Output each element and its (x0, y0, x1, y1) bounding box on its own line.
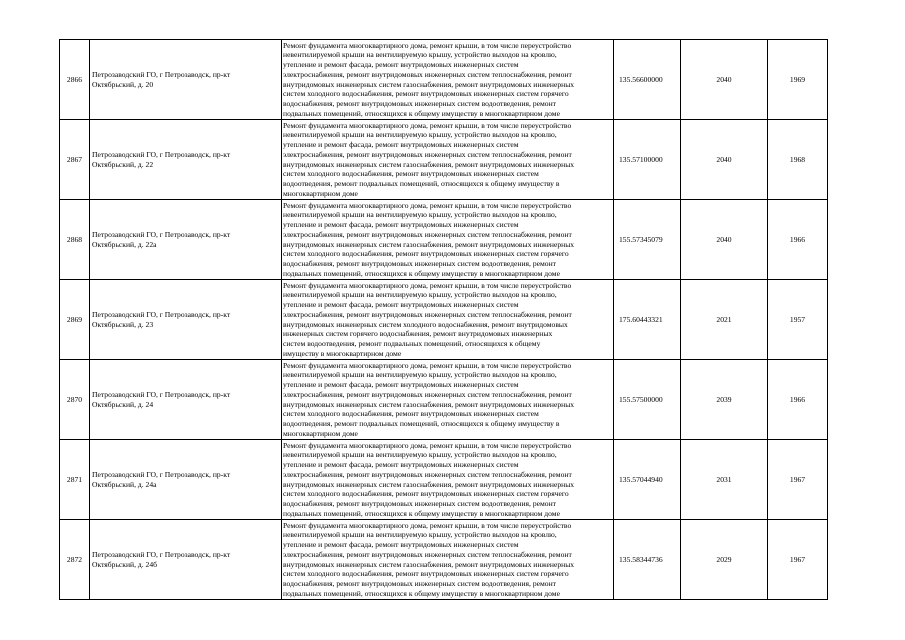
works-line: Ремонт фундамента многоквартирного дома, ремонт крыши, в том числе переустройство (283, 520, 572, 530)
works-line: электроснабжения, ремонт внутридомовых инженерных систем теплоснабжения, ремонт (283, 149, 572, 159)
repair-year-cell: 2039 (681, 360, 768, 440)
works-cell (282, 280, 614, 360)
address-cell (90, 520, 282, 600)
works-cell (282, 120, 614, 200)
row-number-cell: 2867 (60, 120, 90, 200)
address-line: Октябрьский, д. 24 (92, 399, 154, 409)
works-line: систем холодного водоснабжения, ремонт внутридомовых инженерных систем горячего (283, 89, 569, 99)
works-cell (282, 440, 614, 520)
address-cell (90, 200, 282, 280)
address-cell (90, 40, 282, 120)
address-line: Октябрьский, д. 22а (92, 239, 157, 249)
works-line: подвальных помещений, относящихся к общему имуществу в многоквартирном доме (283, 108, 560, 118)
works-line: невентилируемой крыши на вентилируемую крышу, устройство выходов на кровлю, (283, 530, 557, 540)
works-line: многоквартирном доме (283, 188, 358, 198)
works-line: невентилируемой крыши на вентилируемую крышу, устройство выходов на кровлю, (283, 50, 557, 60)
works-line: утепление и ремонт фасада, ремонт внутридомовых инженерных систем (283, 60, 519, 69)
build-year-cell: 1969 (768, 40, 828, 120)
works-line: внутридомовых инженерных систем газоснабжения, ремонт внутридомовых инженерных (283, 479, 575, 489)
row-number-cell: 2868 (60, 200, 90, 280)
table-body (60, 40, 828, 600)
works-line: систем водоотведения, ремонт подвальных помещений, относящихся к общему (283, 339, 541, 348)
address-line: Октябрьский, д. 24б (92, 559, 158, 569)
address-line: Петрозаводский ГО, г Петрозаводск, пр-кт (92, 549, 231, 559)
address-cell (90, 280, 282, 360)
works-line: электроснабжения, ремонт внутридомовых инженерных систем теплоснабжения, ремонт (283, 229, 572, 239)
table-row (60, 200, 828, 280)
works-line: систем холодного водоснабжения, ремонт внутридомовых инженерных систем горячего (283, 249, 569, 259)
address-line: Петрозаводский ГО, г Петрозаводск, пр-кт (92, 229, 231, 239)
cost-cell: 175.60443321 (614, 280, 681, 360)
cost-cell: 135.58344736 (614, 520, 681, 600)
works-line: невентилируемой крыши на вентилируемую крышу, устройство выходов на кровлю, (283, 290, 557, 300)
repair-year-cell: 2040 (681, 200, 768, 280)
works-line: инженерных систем горячего водоснабжения, ремонт внутридомовых инженерных (283, 329, 553, 339)
table-row (60, 40, 828, 120)
repair-year-cell: 2040 (681, 40, 768, 120)
build-year-cell: 1966 (768, 360, 828, 440)
works-line: водоснабжения, ремонт внутридомовых инженерных систем водоотведения, ремонт (283, 499, 556, 508)
works-line: внутридомовых инженерных систем газоснабжения, ремонт внутридомовых инженерных (283, 399, 575, 409)
works-line: утепление и ремонт фасада, ремонт внутридомовых инженерных систем (283, 540, 519, 549)
repair-year-cell: 2031 (681, 440, 768, 520)
row-number-cell: 2866 (60, 40, 90, 120)
works-line: электроснабжения, ремонт внутридомовых инженерных систем теплоснабжения, ремонт (283, 309, 572, 319)
works-line: утепление и ремонт фасада, ремонт внутридомовых инженерных систем (283, 220, 519, 229)
works-line: внутридомовых инженерных систем холодного водоснабжения, ремонт внутридомовых (283, 319, 568, 329)
address-line: Октябрьский, д. 22 (92, 159, 154, 169)
address-line: Петрозаводский ГО, г Петрозаводск, пр-кт (92, 149, 231, 159)
cost-cell: 135.57100000 (614, 120, 681, 200)
address-line: Октябрьский, д. 20 (92, 79, 154, 89)
works-line: Ремонт фундамента многоквартирного дома, ремонт крыши, в том числе переустройство (283, 40, 572, 50)
works-line: Ремонт фундамента многоквартирного дома, ремонт крыши, в том числе переустройство (283, 360, 572, 370)
works-line: внутридомовых инженерных систем газоснабжения, ремонт внутридомовых инженерных (283, 559, 575, 569)
works-line: электроснабжения, ремонт внутридомовых инженерных систем теплоснабжения, ремонт (283, 389, 572, 399)
build-year-cell: 1966 (768, 200, 828, 280)
works-line: Ремонт фундамента многоквартирного дома, ремонт крыши, в том числе переустройство (283, 440, 572, 450)
cost-cell: 155.57500000 (614, 360, 681, 440)
build-year-cell: 1968 (768, 120, 828, 200)
works-line: подвальных помещений, относящихся к общему имуществу в многоквартирном доме (283, 508, 560, 518)
works-line: электроснабжения, ремонт внутридомовых инженерных систем теплоснабжения, ремонт (283, 469, 572, 479)
row-number-cell: 2869 (60, 280, 90, 360)
works-line: водоотведения, ремонт подвальных помещений, относящихся к общему имуществу в (283, 419, 560, 428)
works-line: утепление и ремонт фасада, ремонт внутридомовых инженерных систем (283, 300, 519, 309)
works-line: внутридомовых инженерных систем газоснабжения, ремонт внутридомовых инженерных (283, 79, 575, 89)
works-line: Ремонт фундамента многоквартирного дома, ремонт крыши, в том числе переустройство (283, 200, 572, 210)
works-cell (282, 200, 614, 280)
works-line: водоснабжения, ремонт внутридомовых инженерных систем водоотведения, ремонт (283, 259, 556, 268)
build-year-cell: 1957 (768, 280, 828, 360)
table-row (60, 120, 828, 200)
works-line: систем холодного водоснабжения, ремонт внутридомовых инженерных систем горячего (283, 489, 569, 499)
works-line: электроснабжения, ремонт внутридомовых инженерных систем теплоснабжения, ремонт (283, 69, 572, 79)
row-number-cell: 2871 (60, 440, 90, 520)
works-line: утепление и ремонт фасада, ремонт внутридомовых инженерных систем (283, 460, 519, 469)
repair-year-cell: 2029 (681, 520, 768, 600)
works-cell (282, 520, 614, 600)
address-cell (90, 120, 282, 200)
works-line: систем холодного водоснабжения, ремонт внутридомовых инженерных систем горячего (283, 569, 569, 579)
address-line: Петрозаводский ГО, г Петрозаводск, пр-кт (92, 309, 231, 319)
works-line: водоснабжения, ремонт внутридомовых инженерных систем водоотведения, ремонт (283, 579, 556, 588)
address-cell (90, 360, 282, 440)
cost-cell: 155.57345079 (614, 200, 681, 280)
table-row (60, 280, 828, 360)
works-line: систем холодного водоснабжения, ремонт внутридомовых инженерных систем (283, 409, 539, 419)
table-row (60, 520, 828, 600)
cost-cell: 135.56600000 (614, 40, 681, 120)
address-line: Октябрьский, д. 24а (92, 479, 157, 489)
repair-year-cell: 2021 (681, 280, 768, 360)
works-line: утепление и ремонт фасада, ремонт внутридомовых инженерных систем (283, 140, 519, 149)
address-line: Петрозаводский ГО, г Петрозаводск, пр-кт (92, 389, 231, 399)
cost-cell: 135.57044940 (614, 440, 681, 520)
address-line: Петрозаводский ГО, г Петрозаводск, пр-кт (92, 469, 231, 479)
table-row (60, 360, 828, 440)
capital-repair-table (59, 39, 828, 600)
works-line: подвальных помещений, относящихся к общему имуществу в многоквартирном доме (283, 588, 560, 598)
table-row (60, 440, 828, 520)
works-cell (282, 40, 614, 120)
row-number-cell: 2870 (60, 360, 90, 440)
works-line: водоотведения, ремонт подвальных помещений, относящихся к общему имуществу в (283, 179, 560, 188)
works-line: подвальных помещений, относящихся к общему имуществу в многоквартирном доме (283, 268, 560, 278)
works-line: Ремонт фундамента многоквартирного дома, ремонт крыши, в том числе переустройство (283, 120, 572, 130)
row-number-cell: 2872 (60, 520, 90, 600)
works-line: невентилируемой крыши на вентилируемую крышу, устройство выходов на кровлю, (283, 450, 557, 460)
works-line: невентилируемой крыши на вентилируемую крышу, устройство выходов на кровлю, (283, 370, 557, 380)
build-year-cell: 1967 (768, 440, 828, 520)
address-cell (90, 440, 282, 520)
works-line: внутридомовых инженерных систем газоснабжения, ремонт внутридомовых инженерных (283, 239, 575, 249)
address-line: Петрозаводский ГО, г Петрозаводск, пр-кт (92, 69, 231, 79)
address-line: Октябрьский, д. 23 (92, 319, 154, 329)
works-line: невентилируемой крыши на вентилируемую крышу, устройство выходов на кровлю, (283, 210, 557, 220)
works-cell (282, 360, 614, 440)
works-line: внутридомовых инженерных систем газоснабжения, ремонт внутридомовых инженерных (283, 159, 575, 169)
repair-year-cell: 2040 (681, 120, 768, 200)
build-year-cell: 1967 (768, 520, 828, 600)
works-line: водоснабжения, ремонт внутридомовых инженерных систем водоотведения, ремонт (283, 99, 556, 108)
works-line: невентилируемой крыши на вентилируемую крышу, устройство выходов на кровлю, (283, 130, 557, 140)
works-line: Ремонт фундамента многоквартирного дома, ремонт крыши, в том числе переустройство (283, 280, 572, 290)
works-line: систем холодного водоснабжения, ремонт внутридомовых инженерных систем (283, 169, 539, 179)
works-line: многоквартирном доме (283, 428, 358, 438)
works-line: электроснабжения, ремонт внутридомовых инженерных систем теплоснабжения, ремонт (283, 549, 572, 559)
works-line: имуществу в многоквартирном доме (283, 348, 402, 358)
works-line: утепление и ремонт фасада, ремонт внутридомовых инженерных систем (283, 380, 519, 389)
